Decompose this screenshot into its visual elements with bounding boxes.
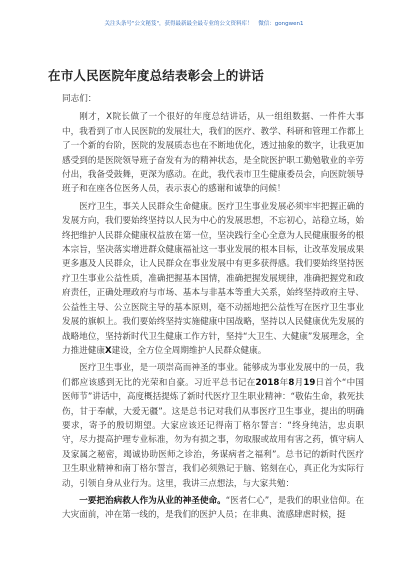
paragraph-3-day: 19 [303,377,316,388]
paragraph-2-text-a: 医疗卫生，事关人民群众生命健康。医疗卫生事业发展必须牢牢把握正确的发展方向，我们要始终坚持以人民为中心的发展思想，不忘初心，站稳立场，始终把维护人民群众健康权益放在第一位，坚决践行全心全意为人民健康服务的根本宗旨，坚决落实增进群众健康福祉这一事业发展的根本目标，让改革发展成果更多惠及人民群众，让人民群众在事业发展中有更多获得感。我们要始终坚持医疗卫生事业公益性质，准确把握基本国情，准确把握发展规律，准确把握党和政府责任，正确处理政府与市场、基本与非基本等重大关系，始终坚持政府主导、公益性主导、公立医院主导的基本原则，毫不动摇地把公益性写在医疗卫生事业发展的旗帜上。我们要始终坚持实施健康中国战略，坚持以人民健康优先发展的战略地位，坚持新时代卫生健康工作方针，坚持“大卫生、大健康”发展理念，全力推进健康 [62,201,364,356]
paragraph-3-month: 8 [288,377,295,388]
paragraph-4-text: “医者仁心”，是我们的职业信仰。在大灾面前，冲在第一线的，是我们的医护人员；在非典、流感肆虐时候，挺 [62,495,364,521]
paragraph-3-text-c: 月 [294,377,304,388]
salutation: 同志们： [62,94,97,104]
document-title: 在市人民医院年度总结表彰会上的讲话 [48,68,264,83]
paragraph-3-year: 2018 [255,377,280,388]
paragraph-2-text-b: 建设，全方位全周期维护人民群众健康。 [111,345,267,356]
top-banner [0,20,408,28]
banner-left-text: 关注头条号"公文秘笈"，获得最新最全最专业的公文资料库！ [104,21,253,27]
paragraph-4 [62,494,364,523]
paragraph-4-heading: 一要把治病救人作为从业的神圣使命。 [79,495,226,506]
paragraph-3-text-b: 年 [279,377,289,388]
paragraph-2-x: X [104,345,112,356]
paragraph-1: 刚才，X院长做了一个很好的年度总结讲话，从一组组数据、一件件大事中，我看到了市人民医院的发展壮大，我们的医疗、教学、科研和管理工作都上了一个新的台阶，医院的发展质态也在不断地优化，透过抽象的数字，让我更加感受到的是医院领导班子奋发有为的精神状态，是全院医护职工勤勉敬业的辛劳付出，我备受鼓舞，更深为感动。在此，我代表市卫生健康委员会，向医院领导班子和在座各位医务人员，表示衷心的感谢和诚挚的问候！ [62,112,364,195]
document-body [62,92,364,523]
paragraph-3 [62,361,364,491]
paragraph-3-text-a: 医疗卫生事业，是一项崇高而神圣的事业。能够成为事业发展中的一员，我们都应该感到无比的光荣和自豪。习近平总书记在 [62,363,364,388]
paragraph-2 [62,200,364,358]
banner-right-text: 微信：gongwen1 [258,21,304,27]
paragraph-3-text-d: 日首个“中国医师节”讲话中，高度概括提炼了新时代医疗卫生职业精神：“敬佑生命，救死扶伤，甘于奉献，大爱无疆”。这是总书记对我们从事医疗卫生事业，提出的明确要求，寄予的殷切期望。大家应该还记得南丁格尔誓言：“终身纯洁，忠贞职守，尽力提高护理专业标准，勿为有损之事，勿取服或故用有害之药，慎守病人及家属之秘密，竭诚协助医师之诊治，务谋病者之福利”。总书记的新时代医疗卫生职业精神和南丁格尔誓言，我们必须熟记于脑、铭刻在心，真正化为实际行动，引领自身从业行为。这里，我讲三点想法，与大家共勉： [62,377,364,489]
